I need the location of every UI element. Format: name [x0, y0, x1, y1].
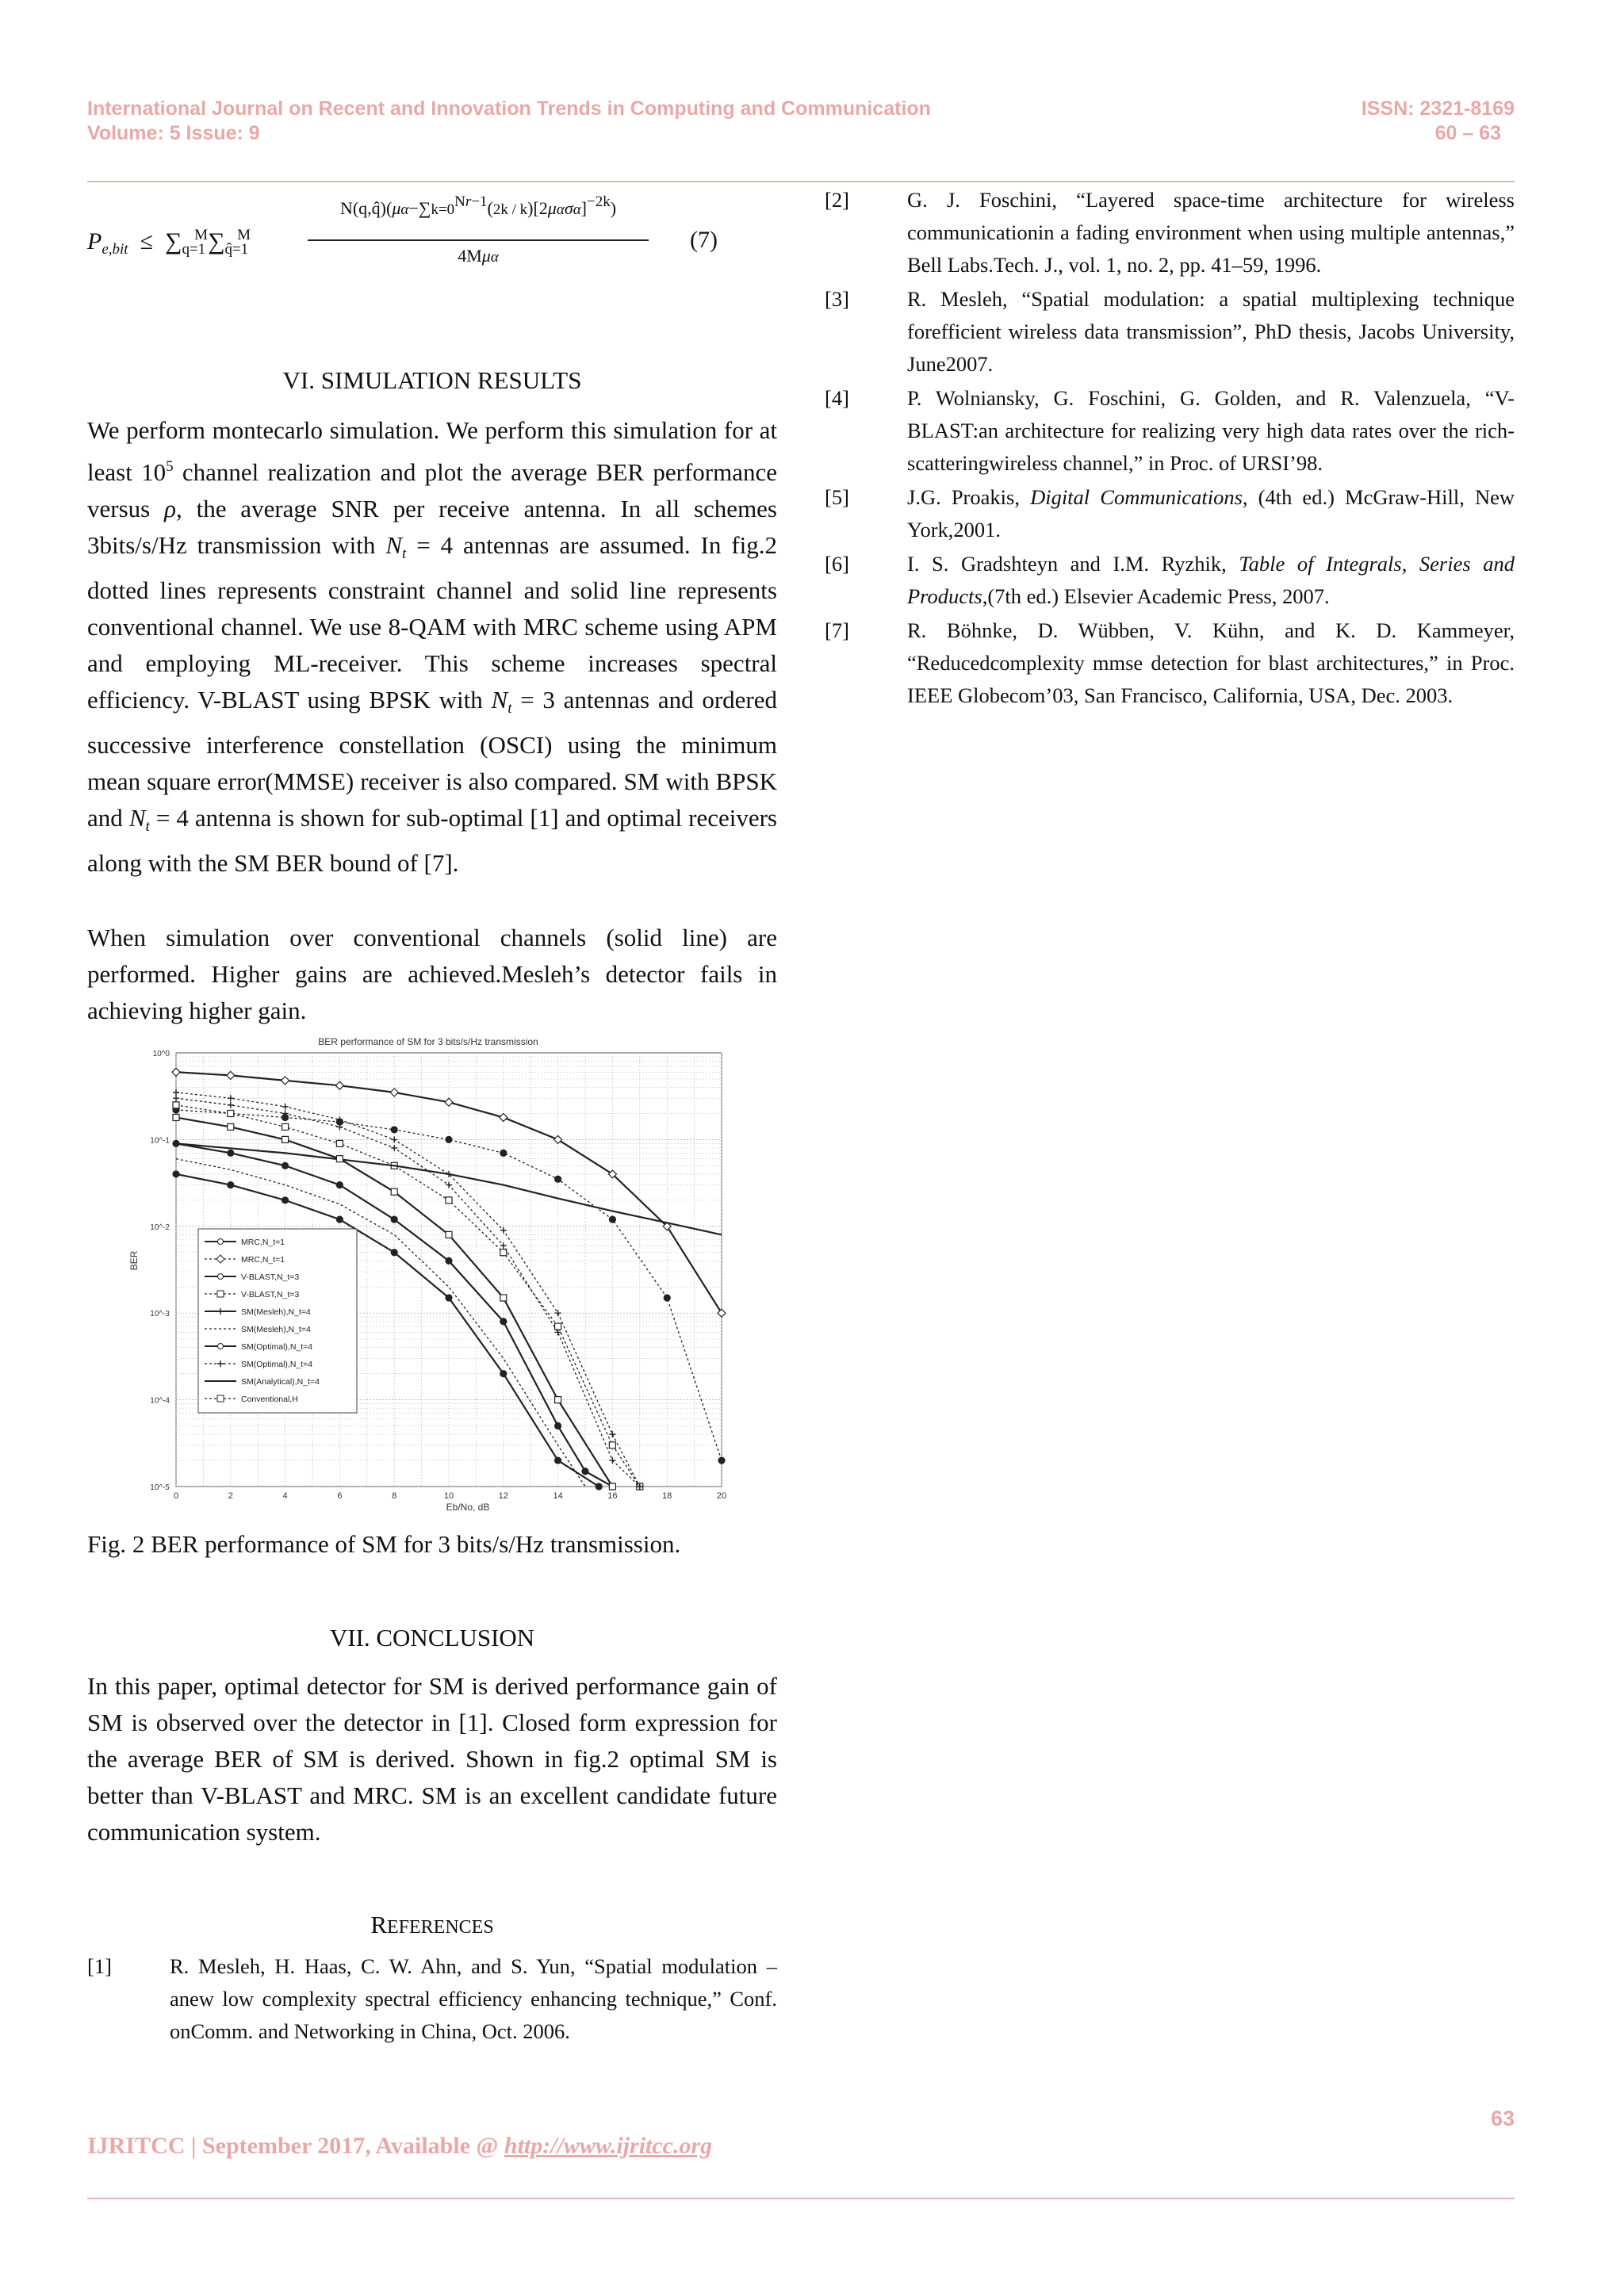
data-point — [446, 1197, 452, 1203]
data-point — [391, 1249, 397, 1256]
data-point — [282, 1162, 289, 1169]
header-rule — [87, 181, 1515, 182]
data-point — [282, 1123, 289, 1130]
data-point — [555, 1457, 561, 1464]
data-point — [500, 1295, 507, 1301]
data-point — [500, 1150, 507, 1156]
legend-marker — [217, 1395, 224, 1402]
legend-label: V-BLAST,N_t=3 — [241, 1272, 300, 1282]
footer-rule — [87, 2198, 1515, 2199]
data-point — [609, 1442, 615, 1448]
y-tick-label: 10^-1 — [150, 1136, 170, 1146]
data-point — [336, 1216, 343, 1223]
footer-link[interactable]: http://www.ijritcc.org — [504, 2133, 713, 2159]
section-heading-conclusion: VII. CONCLUSION — [329, 1624, 535, 1651]
y-tick-label: 10^0 — [152, 1050, 170, 1058]
legend-marker — [218, 1344, 224, 1349]
reference-2: [2] G. J. Foschini, “Layered space-time architecture for wireless communicationin a fading environment when using multiple antennas,” Bell Labs.Tech. J., vol. 1, no. 2, pp. 41–59, 1996. — [825, 188, 1515, 277]
data-point — [228, 1150, 234, 1156]
data-point — [446, 1257, 452, 1264]
data-point — [173, 1102, 179, 1108]
legend-label: MRC,N_t=1 — [241, 1238, 285, 1247]
legend-marker — [217, 1291, 224, 1297]
x-tick-label: 10 — [443, 1491, 454, 1501]
reference-6: [6] I. S. Gradshteyn and I.M. Ryzhik, Table of Integrals, Series and Products,(7th ed.) Elsevier Academic Press, 2007. — [825, 552, 1515, 608]
simulation-paragraph-1: We perform montecarlo simulation. We perform this simulation for at least $10^5$ channel realization and plot the average BER performance versus ρ, the average SNR per receive antenna. In all schemes 3bits/s/Hz transmission with $N_t = 4$ antennas are assumed. In fig.2 dotted lines represents constraint channel and solid line represents conventional channel. We use 8-QAM with MRC scheme using APM and employing ML-receiver. This scheme increases spectral efficiency. V-BLAST using BPSK with $N_t = 3$ antennas and ordered successive interference constellation (OSCI) using the minimum mean square error(MMSE) receiver is also compared. SM with BPSK and $N_t = 4$ antenna is shown for sub-optimal [1] and optimal receivers along with the SM BER bound of [7]. — [87, 416, 777, 877]
y-tick-label: 10^-3 — [150, 1310, 170, 1319]
data-point — [391, 1127, 397, 1133]
legend-label: SM(Analytical),N_t=4 — [241, 1377, 320, 1387]
legend-label: SM(Optimal),N_t=4 — [241, 1360, 313, 1369]
data-point — [596, 1483, 602, 1490]
data-point — [500, 1318, 507, 1325]
reference-5: [5] J.G. Proakis, Digital Communications, (4th ed.) McGraw-Hill, New York,2001. — [825, 485, 1515, 541]
y-tick-label: 10^-5 — [150, 1483, 170, 1492]
equation-7: $P_{e,bit} \le \sum_{q=1}^M\sum_{q̂=1}^M$ N(q,q̂)(μα−∑k=0Nr−1(2k / k)[2μασα]−2k) 4Mμα (7) — [87, 193, 718, 266]
data-point — [336, 1140, 343, 1146]
legend-label: SM(Optimal),N_t=4 — [241, 1342, 313, 1352]
references-heading: REFERENCES — [370, 1911, 494, 1938]
x-tick-label: 8 — [392, 1491, 397, 1501]
legend-label: SM(Mesleh),N_t=4 — [241, 1307, 311, 1317]
data-point — [228, 1110, 234, 1116]
data-point — [718, 1457, 725, 1464]
legend-marker — [218, 1239, 224, 1245]
figure-caption: Fig. 2 BER performance of SM for 3 bits/s/Hz transmission. — [87, 1530, 681, 1558]
footer-text: IJRITCC | September 2017, Available @ http://www.ijritcc.org — [87, 2133, 713, 2159]
data-point — [391, 1188, 397, 1195]
equation-number: (7) — [690, 227, 718, 253]
x-tick-label: 16 — [607, 1491, 618, 1501]
page-number: 63 — [1490, 2107, 1515, 2130]
y-tick-label: 10^-4 — [150, 1396, 170, 1406]
data-point — [336, 1182, 343, 1188]
data-point — [500, 1249, 507, 1256]
data-point — [609, 1216, 615, 1223]
data-point — [500, 1371, 507, 1377]
data-point — [555, 1397, 561, 1403]
conclusion-paragraph: In this paper, optimal detector for SM is derived performance gain of SM is observed over the detector in [1]. Closed form expression for the average BER of SM is derived. Shown in fig.2 optimal SM is better than V-BLAST and MRC. SM is an excellent candidate future communication system. — [87, 1672, 777, 1846]
data-point — [555, 1176, 561, 1182]
reference-7: [7] R. Böhnke, D. Wübben, V. Kühn, and K. D. Kammeyer, “Reducedcomplexity mmse detection for blast architectures,” in Proc. IEEE Globecom’03, San Francisco, California, USA, Dec. 2003. — [825, 618, 1515, 707]
data-point — [173, 1114, 179, 1120]
issn: ISSN: 2321-8169 — [1361, 98, 1515, 120]
chart-title: BER performance of SM for 3 bits/s/Hz transmission — [318, 1036, 538, 1047]
data-point — [609, 1483, 615, 1490]
data-point — [664, 1295, 670, 1301]
data-point — [282, 1136, 289, 1142]
x-tick-label: 2 — [228, 1491, 233, 1501]
y-tick-label: 10^-2 — [150, 1223, 170, 1232]
references-left — [87, 1950, 777, 2049]
x-tick-label: 12 — [498, 1491, 508, 1501]
reference-1: [1] R. Mesleh, H. Haas, C. W. Ahn, and S. Yun, “Spatial modulation – anew low complexity spectral efficiency enhancing technique,” Conf. onComm. and Networking in China, Oct. 2006. — [87, 1954, 777, 2043]
data-point — [446, 1295, 452, 1301]
chart-xlabel: Eb/No, dB — [446, 1502, 490, 1513]
x-tick-label: 20 — [716, 1491, 727, 1501]
data-point — [446, 1136, 452, 1142]
data-point — [228, 1123, 234, 1130]
legend-marker — [218, 1274, 224, 1280]
data-point — [582, 1468, 588, 1475]
data-point — [173, 1171, 179, 1177]
data-point — [446, 1231, 452, 1238]
section-heading-simulation: VI. SIMULATION RESULTS — [282, 366, 582, 394]
x-tick-label: 0 — [173, 1491, 179, 1501]
data-point — [336, 1156, 343, 1162]
chart-ylabel: BER — [128, 1250, 140, 1271]
x-tick-label: 18 — [662, 1491, 672, 1501]
x-tick-label: 4 — [282, 1491, 288, 1501]
x-tick-label: 6 — [337, 1491, 343, 1501]
data-point — [555, 1323, 561, 1330]
ber-chart — [87, 1031, 730, 1522]
reference-3: [3] R. Mesleh, “Spatial modulation: a spatial multiplexing technique forefficient wireless data transmission”, PhD thesis, Jacobs University, June2007. — [825, 287, 1515, 376]
reference-4: [4] P. Wolniansky, G. Foschini, G. Golden, and R. Valenzuela, “V-BLAST:an architecture for realizing very high data rates over the rich-scatteringwireless channel,” in Proc. of URSI’98. — [825, 386, 1515, 475]
legend-label: SM(Mesleh),N_t=4 — [241, 1325, 311, 1334]
data-point — [391, 1216, 397, 1223]
journal-title: International Journal on Recent and Innovation Trends in Computing and Communication — [87, 98, 931, 120]
data-point — [228, 1182, 234, 1188]
data-point — [555, 1423, 561, 1429]
legend-label: Conventional,H — [241, 1395, 298, 1404]
simulation-paragraph-2: When simulation over conventional channels (solid line) are performed. Higher gains are achieved.Mesleh’s detector fails in achieving higher gain. — [87, 924, 777, 1024]
chart-legend — [198, 1229, 357, 1413]
legend-label: MRC,N_t=1 — [241, 1255, 285, 1265]
data-point — [282, 1197, 289, 1203]
volume-issue: Volume: 5 Issue: 9 — [87, 122, 260, 144]
x-tick-label: 14 — [553, 1491, 563, 1501]
legend-label: V-BLAST,N_t=3 — [241, 1290, 300, 1299]
page-range: 60 – 63 — [1434, 122, 1501, 144]
references-right — [825, 184, 1515, 714]
